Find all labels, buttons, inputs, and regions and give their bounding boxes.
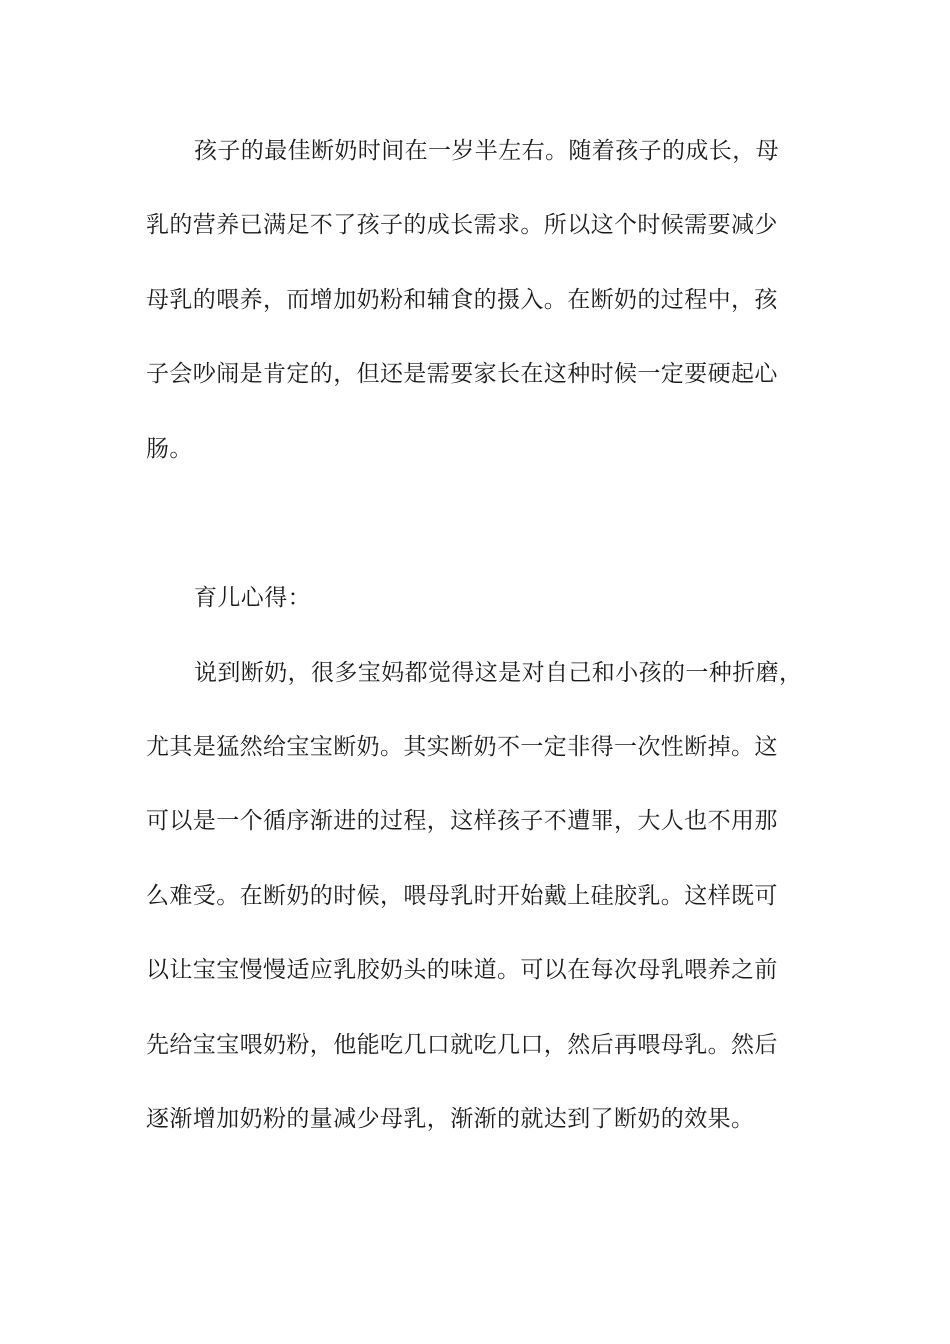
paragraph-2-line-1: 说到断奶，很多宝妈都觉得这是对自己和小孩的一种折磨， (194, 660, 803, 686)
paragraph-2-line-4: 么难受。在断奶的时候，喂母乳时开始戴上硅胶乳。这样既可 (146, 883, 778, 909)
paragraph-2-line-2: 尤其是猛然给宝宝断奶。其实断奶不一定非得一次性断掉。这 (146, 734, 778, 760)
paragraph-2-line-5: 以让宝宝慢慢适应乳胶奶头的味道。可以在每次母乳喂养之前 (146, 957, 778, 983)
paragraph-2-line-6: 先给宝宝喂奶粉，他能吃几口就吃几口，然后再喂母乳。然后 (146, 1032, 778, 1058)
section-heading: 育儿心得： (194, 585, 311, 611)
paragraph-1-line-2: 乳的营养已满足不了孩子的成长需求。所以这个时候需要减少 (146, 212, 778, 238)
paragraph-1-line-3: 母乳的喂养，而增加奶粉和辅食的摄入。在断奶的过程中，孩 (146, 287, 778, 313)
paragraph-1-line-5: 肠。 (146, 436, 193, 462)
paragraph-1-line-4: 子会吵闹是肯定的，但还是需要家长在这种时候一定要硬起心 (146, 361, 778, 387)
paragraph-2-line-7: 逐渐增加奶粉的量减少母乳，渐渐的就达到了断奶的效果。 (146, 1106, 755, 1132)
paragraph-2-line-3: 可以是一个循序渐进的过程，这样孩子不遭罪，大人也不用那 (146, 808, 778, 834)
paragraph-1-line-1: 孩子的最佳断奶时间在一岁半左右。随着孩子的成长，母 (194, 138, 779, 164)
